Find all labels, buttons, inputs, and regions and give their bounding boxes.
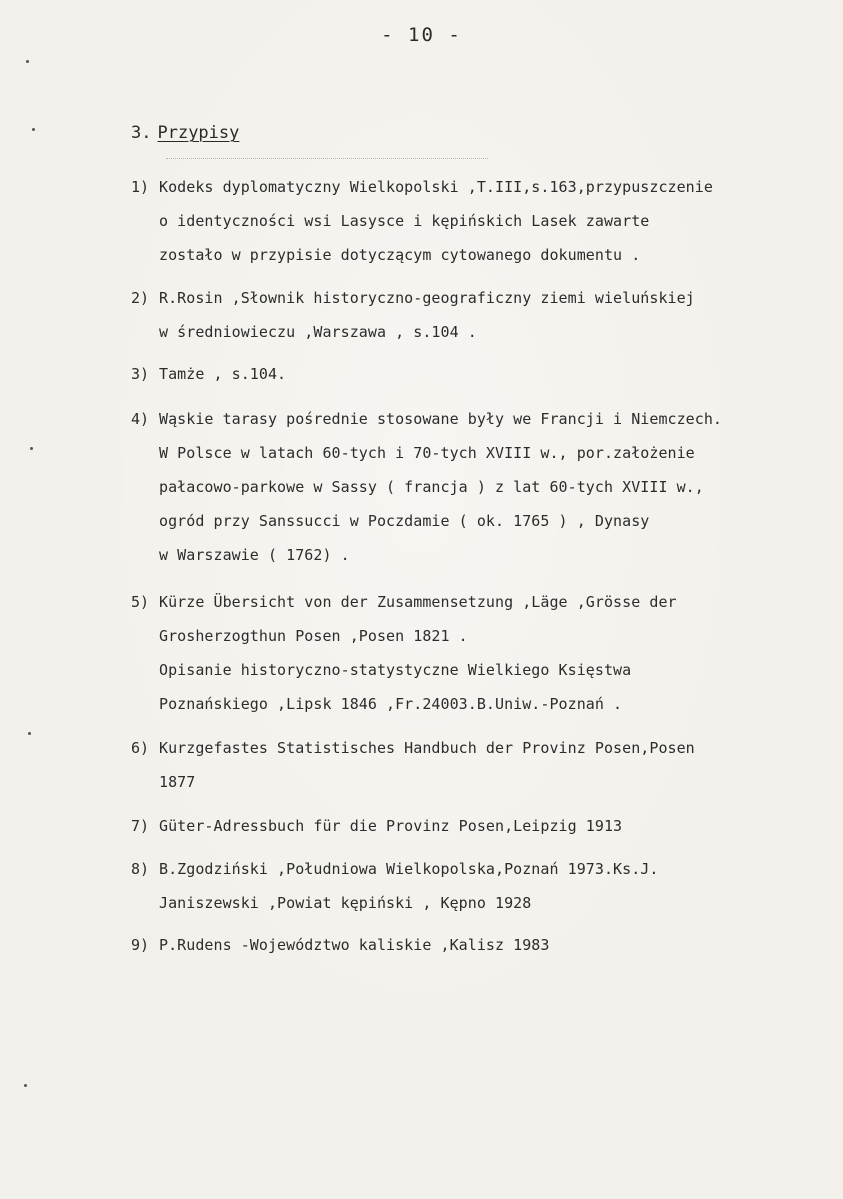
footnote-5 <box>131 585 677 721</box>
footnote-1 <box>131 170 713 272</box>
footnote-number: 6) <box>131 739 150 757</box>
margin-dot <box>28 732 31 735</box>
footnote-line: w Warszawie ( 1762) . <box>159 546 350 564</box>
footnote-9 <box>131 928 549 962</box>
footnote-2 <box>131 281 695 349</box>
footnote-line: Janiszewski ,Powiat kępiński , Kępno 1928 <box>159 894 532 912</box>
footnote-number: 4) <box>131 410 150 428</box>
footnote-4 <box>131 402 722 572</box>
footnote-number: 3) <box>131 365 150 383</box>
footnote-line: ogród przy Sanssucci w Poczdamie ( ok. 1765 ) , Dynasy <box>159 512 650 530</box>
page-number: - 10 - <box>381 24 462 46</box>
footnote-line: w średniowieczu ,Warszawa , s.104 . <box>159 323 477 341</box>
footnote-line: Tamże , s.104. <box>159 365 287 383</box>
footnote-line: o identyczności wsi Lasysce i kępińskich Lasek zawarte <box>159 212 650 230</box>
footnote-line: Kodeks dyplomatyczny Wielkopolski ,T.III,s.163,przypuszczenie <box>159 178 713 196</box>
footnote-line: Opisanie historyczno-statystyczne Wielkiego Księstwa <box>159 661 632 679</box>
section-heading <box>131 123 239 143</box>
footnote-line: Wąskie tarasy pośrednie stosowane były we Francji i Niemczech. <box>159 410 723 428</box>
footnote-line: Güter-Adressbuch für die Provinz Posen,Leipzig 1913 <box>159 817 623 835</box>
footnote-line: Kurzgefastes Statistisches Handbuch der Provinz Posen,Posen <box>159 739 695 757</box>
footnote-7 <box>131 809 622 843</box>
footnote-line: P.Rudens -Województwo kaliskie ,Kalisz 1983 <box>159 936 550 954</box>
footnote-line: W Polsce w latach 60-tych i 70-tych XVIII w., por.założenie <box>159 444 695 462</box>
divider <box>166 158 488 159</box>
footnote-line: 1877 <box>159 773 196 791</box>
section-title: Przypisy <box>157 123 240 143</box>
footnote-8 <box>131 852 658 920</box>
footnote-number: 2) <box>131 289 150 307</box>
footnote-line: Grosherzogthun Posen ,Posen 1821 . <box>159 627 468 645</box>
footnote-number: 8) <box>131 860 150 878</box>
footnote-line: Poznańskiego ,Lipsk 1846 ,Fr.24003.B.Uniw.-Poznań . <box>159 695 623 713</box>
footnote-line: R.Rosin ,Słownik historyczno-geograficzny ziemi wieluńskiej <box>159 289 695 307</box>
footnote-number: 1) <box>131 178 150 196</box>
footnote-line: B.Zgodziński ,Południowa Wielkopolska,Poznań 1973.Ks.J. <box>159 860 659 878</box>
footnote-number: 7) <box>131 817 150 835</box>
margin-dot <box>32 128 35 131</box>
footnote-line: Kürze Übersicht von der Zusammensetzung ,Läge ,Grösse der <box>159 593 677 611</box>
footnote-number: 9) <box>131 936 150 954</box>
footnote-3 <box>131 357 286 391</box>
margin-dot <box>30 447 33 450</box>
footnote-6 <box>131 731 695 799</box>
footnote-number: 5) <box>131 593 150 611</box>
footnote-line: zostało w przypisie dotyczącym cytowanego dokumentu . <box>159 246 641 264</box>
section-number: 3. <box>131 123 152 143</box>
margin-dot <box>26 60 29 63</box>
footnote-line: pałacowo-parkowe w Sassy ( francja ) z lat 60-tych XVIII w., <box>159 478 704 496</box>
margin-dot <box>24 1084 27 1087</box>
